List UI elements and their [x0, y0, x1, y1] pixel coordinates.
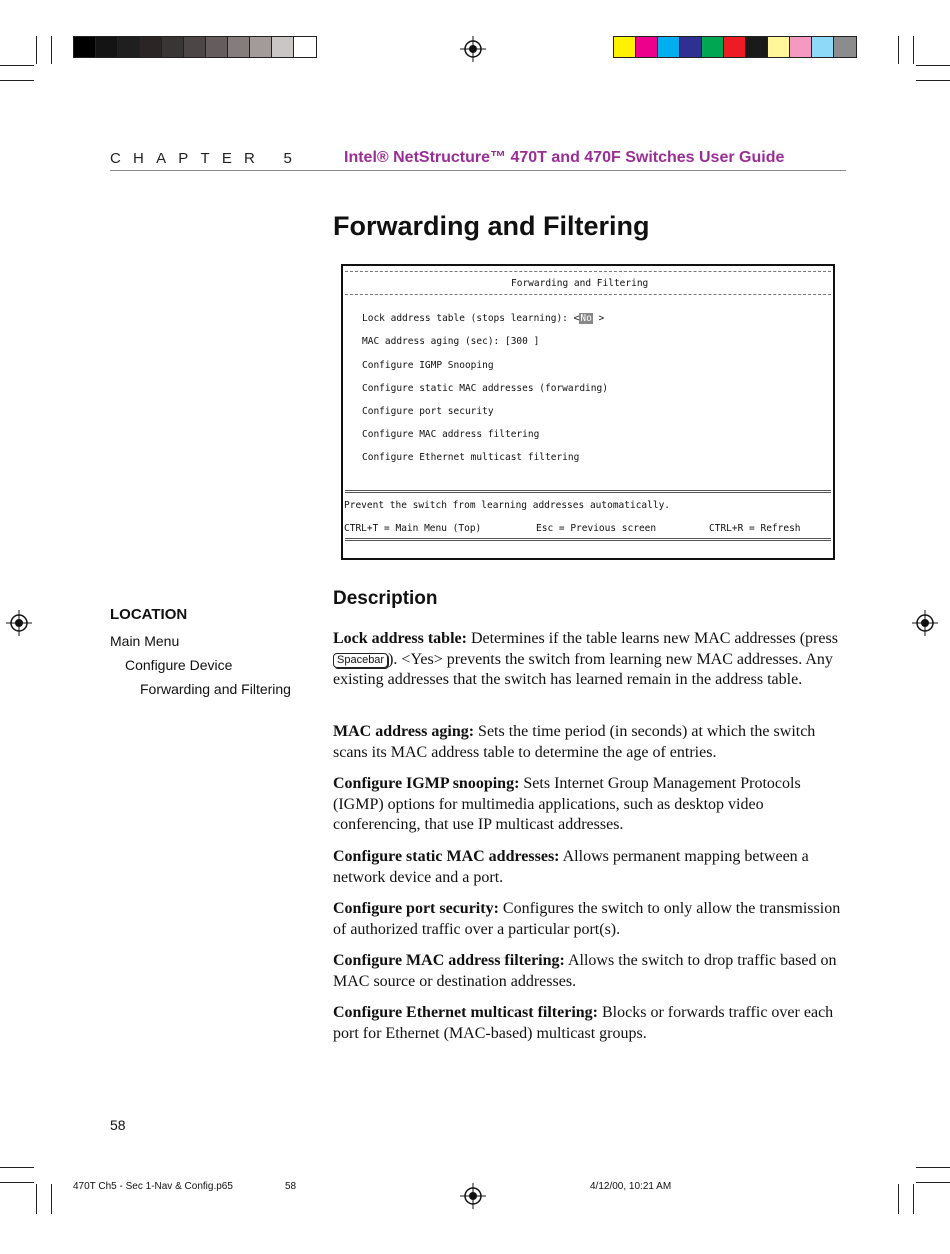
color-swatch — [702, 37, 724, 57]
color-swatch — [834, 37, 856, 57]
color-swatch — [768, 37, 790, 57]
color-swatch — [746, 37, 768, 57]
location-main-menu: Main Menu — [110, 633, 180, 649]
description-lock-address-table: Lock address table: Determines if the table learns new MAC addresses (press Spacebar ). <Yes> prevents the switch from learning new MAC addresses. Any existing addresses that the switch has learned remain in the address table. — [333, 630, 838, 688]
registration-mark-icon — [460, 1183, 486, 1209]
page-title: Forwarding and Filtering — [333, 211, 650, 241]
guide-title: Intel® NetStructure™ 470T and 470F Switches User Guide — [344, 149, 785, 166]
color-swatch — [812, 37, 834, 57]
grayscale-bar — [73, 36, 317, 58]
terminal-screen — [341, 264, 835, 560]
color-swatch — [228, 37, 250, 57]
color-swatch — [250, 37, 272, 57]
color-swatch — [614, 37, 636, 57]
page-number: 58 — [110, 1117, 126, 1133]
location-configure-device: Configure Device — [125, 657, 233, 673]
shortcut-main-menu[interactable]: CTRL+T = Main Menu (Top) — [344, 523, 482, 534]
color-swatch — [680, 37, 702, 57]
shortcut-refresh[interactable]: CTRL+R = Refresh — [709, 523, 801, 534]
description-static-mac: Configure static MAC addresses: Allows permanent mapping between a network device and a port. — [333, 848, 809, 886]
color-swatch — [658, 37, 680, 57]
registration-mark-icon — [460, 36, 486, 62]
color-swatch — [636, 37, 658, 57]
menu-item-ethernet-multicast[interactable]: Configure Ethernet multicast filtering — [362, 452, 580, 463]
description-heading: Description — [333, 588, 438, 609]
slug-date: 4/12/00, 10:21 AM — [590, 1181, 672, 1192]
chapter-header — [110, 150, 846, 171]
description-port-security: Configure port security: Configures the switch to only allow the transmission of authorized traffic over a particular port(s). — [333, 900, 841, 938]
description-mac-aging: MAC address aging: Sets the time period (in seconds) at which the switch scans its MAC address table to determine the age of entries. — [333, 723, 816, 761]
color-swatch — [96, 37, 118, 57]
color-swatch — [140, 37, 162, 57]
color-swatch — [206, 37, 228, 57]
registration-mark-icon — [912, 610, 938, 636]
color-swatch — [724, 37, 746, 57]
menu-item-static-mac[interactable]: Configure static MAC addresses (forwarding) — [362, 383, 608, 394]
location-forwarding-filtering: Forwarding and Filtering — [140, 681, 291, 697]
description-igmp-snooping: Configure IGMP snooping: Sets Internet Group Management Protocols (IGMP) options for multimedia applications, such as desktop video conferencing, that use IP multicast addresses. — [333, 775, 801, 833]
mac-aging-field[interactable]: MAC address aging (sec): [300 ] — [362, 336, 540, 347]
slug-page: 58 — [285, 1181, 297, 1192]
description-ethernet-multicast: Configure Ethernet multicast filtering: Blocks or forwards traffic over each port for Ethernet (MAC-based) multicast groups. — [333, 1004, 834, 1042]
lock-address-table-suffix: > — [592, 313, 605, 324]
color-swatch — [790, 37, 812, 57]
color-swatch — [184, 37, 206, 57]
help-text: Prevent the switch from learning addresses automatically. — [344, 500, 671, 511]
terminal-title: Forwarding and Filtering — [511, 278, 649, 289]
color-swatch — [272, 37, 294, 57]
menu-item-port-security[interactable]: Configure port security — [362, 406, 494, 417]
color-bar — [613, 36, 857, 58]
color-swatch — [162, 37, 184, 57]
description-mac-filtering: Configure MAC address filtering: Allows the switch to drop traffic based on MAC source or destination addresses. — [333, 952, 837, 990]
menu-item-igmp-snooping[interactable]: Configure IGMP Snooping — [362, 360, 494, 371]
registration-mark-icon — [6, 610, 32, 636]
lock-address-table-value[interactable]: No — [580, 313, 592, 324]
color-swatch — [294, 37, 316, 57]
lock-address-table-field[interactable] — [362, 313, 604, 324]
menu-item-mac-filtering[interactable]: Configure MAC address filtering — [362, 429, 540, 440]
spacebar-key-icon: Spacebar — [333, 653, 388, 668]
color-swatch — [74, 37, 96, 57]
chapter-label: CHAPTER 5 — [110, 150, 304, 167]
color-swatch — [118, 37, 140, 57]
shortcut-previous-screen[interactable]: Esc = Previous screen — [536, 523, 657, 534]
term-lock-address-table: Lock address table: — [333, 630, 467, 647]
slug-file: 470T Ch5 - Sec 1-Nav & Config.p65 — [73, 1181, 233, 1192]
lock-address-table-label: Lock address table (stops learning): < — [362, 313, 580, 324]
location-heading: LOCATION — [110, 606, 188, 623]
